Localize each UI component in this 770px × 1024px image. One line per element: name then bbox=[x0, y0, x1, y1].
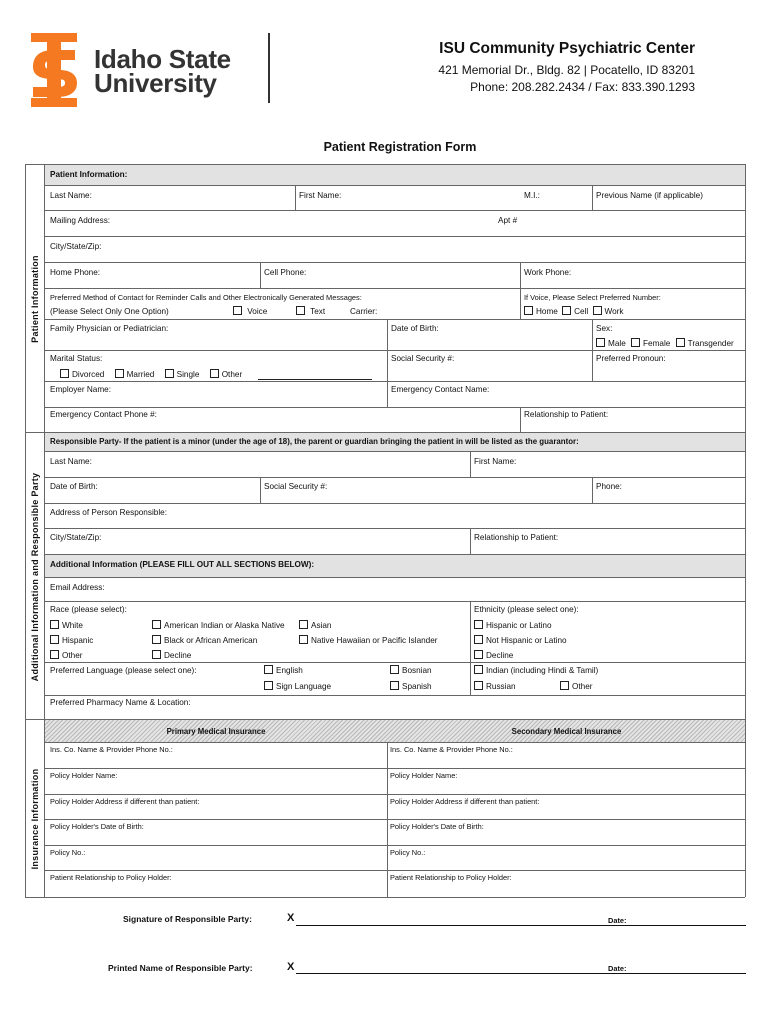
hispanic-label: Hispanic bbox=[62, 636, 94, 645]
hispanic-latino-checkbox[interactable] bbox=[474, 620, 483, 629]
american-indian-checkbox[interactable] bbox=[152, 620, 161, 629]
email-address-field[interactable]: Email Address: bbox=[50, 583, 105, 592]
middle-initial-field[interactable]: M.I.: bbox=[524, 191, 540, 200]
rp-city-state-zip-field[interactable]: City/State/Zip: bbox=[50, 533, 102, 542]
printed-name-label: Printed Name of Responsible Party: bbox=[108, 963, 253, 973]
race-label: Race (please select): bbox=[50, 605, 127, 614]
pharmacy-field[interactable]: Preferred Pharmacy Name & Location: bbox=[50, 698, 191, 707]
printed-name-line[interactable] bbox=[296, 973, 746, 974]
printed-name-x-mark: X bbox=[287, 961, 295, 973]
hispanic-latino-label: Hispanic or Latino bbox=[486, 621, 552, 630]
sign-language-checkbox[interactable] bbox=[264, 681, 273, 690]
secondary-relationship-field[interactable]: Patient Relationship to Policy Holder: bbox=[390, 873, 512, 882]
preferred-method-label: Preferred Method of Contact for Reminder Calls and Other Electronically Generated Messages: bbox=[50, 293, 362, 302]
form-title: Patient Registration Form bbox=[323, 140, 477, 154]
russian-checkbox[interactable] bbox=[474, 681, 483, 690]
work-number-label: Work bbox=[604, 307, 624, 316]
black-label: Black or African American bbox=[164, 636, 258, 645]
transgender-checkbox[interactable] bbox=[676, 338, 685, 347]
white-checkbox[interactable] bbox=[50, 620, 59, 629]
race-native-hawaiian bbox=[299, 635, 438, 646]
lang-russian bbox=[474, 681, 516, 692]
ethnicity-label: Ethnicity (please select one): bbox=[474, 605, 579, 614]
patient-dob-field[interactable]: Date of Birth: bbox=[391, 324, 439, 333]
select-one-note: (Please Select Only One Option) bbox=[50, 307, 169, 316]
other-marital-checkbox[interactable] bbox=[210, 369, 219, 378]
lang-english bbox=[264, 665, 303, 676]
ethnicity-decline-label: Decline bbox=[486, 651, 514, 660]
previous-name-field[interactable]: Previous Name (if applicable) bbox=[596, 191, 703, 200]
apt-field[interactable]: Apt # bbox=[498, 216, 518, 225]
ethnicity-hispanic bbox=[474, 620, 552, 631]
single-checkbox[interactable] bbox=[165, 369, 174, 378]
preferred-number-options bbox=[524, 306, 623, 317]
lang-indian bbox=[474, 665, 598, 676]
text-option[interactable] bbox=[296, 306, 325, 317]
work-number-checkbox[interactable] bbox=[593, 306, 602, 315]
rp-dob-field[interactable]: Date of Birth: bbox=[50, 482, 98, 491]
male-checkbox[interactable] bbox=[596, 338, 605, 347]
primary-relationship-field[interactable]: Patient Relationship to Policy Holder: bbox=[50, 873, 172, 882]
ethnicity-not-hispanic bbox=[474, 635, 567, 646]
race-white bbox=[50, 620, 83, 631]
side-label-insurance: Insurance Information bbox=[30, 768, 40, 870]
additional-section-title: Additional Information (PLEASE FILL OUT ALL SECTIONS BELOW): bbox=[50, 560, 315, 569]
bosnian-checkbox[interactable] bbox=[390, 665, 399, 674]
black-checkbox[interactable] bbox=[152, 635, 161, 644]
home-number-label: Home bbox=[536, 307, 558, 316]
secondary-holder-dob-field[interactable]: Policy Holder's Date of Birth: bbox=[390, 822, 484, 831]
emergency-contact-name-field[interactable]: Emergency Contact Name: bbox=[391, 385, 490, 394]
secondary-holder-address-field[interactable]: Policy Holder Address if different than patient: bbox=[390, 797, 540, 806]
race-decline-checkbox[interactable] bbox=[152, 650, 161, 659]
city-state-zip-field[interactable]: City/State/Zip: bbox=[50, 242, 102, 251]
race-other bbox=[50, 650, 82, 661]
rp-address-field[interactable]: Address of Person Responsible: bbox=[50, 508, 167, 517]
race-decline bbox=[152, 650, 191, 661]
white-label: White bbox=[62, 621, 83, 630]
rp-last-name-field[interactable]: Last Name: bbox=[50, 457, 92, 466]
female-label: Female bbox=[643, 339, 671, 348]
race-hispanic bbox=[50, 635, 93, 646]
language-label: Preferred Language (please select one): bbox=[50, 666, 197, 675]
asian-checkbox[interactable] bbox=[299, 620, 308, 629]
spanish-checkbox[interactable] bbox=[390, 681, 399, 690]
lang-spanish bbox=[390, 681, 432, 692]
center-name: ISU Community Psychiatric Center bbox=[439, 40, 695, 57]
male-label: Male bbox=[608, 339, 626, 348]
female-checkbox[interactable] bbox=[631, 338, 640, 347]
primary-insurance-title: Primary Medical Insurance bbox=[166, 727, 266, 736]
emergency-relationship-field[interactable]: Relationship to Patient: bbox=[524, 410, 609, 419]
signature-x-mark: X bbox=[287, 912, 295, 924]
other-marital-line[interactable] bbox=[258, 379, 372, 380]
rp-ssn-field[interactable]: Social Security #: bbox=[264, 482, 328, 491]
if-voice-label: If Voice, Please Select Preferred Number: bbox=[524, 293, 661, 302]
russian-label: Russian bbox=[486, 682, 516, 691]
university-name-line2: University bbox=[94, 68, 217, 98]
last-name-field[interactable]: Last Name: bbox=[50, 191, 92, 200]
not-hispanic-label: Not Hispanic or Latino bbox=[486, 636, 567, 645]
secondary-holder-name-field[interactable]: Policy Holder Name: bbox=[390, 771, 458, 780]
home-phone-field[interactable]: Home Phone: bbox=[50, 268, 101, 277]
divorced-checkbox[interactable] bbox=[60, 369, 69, 378]
race-black bbox=[152, 635, 257, 646]
sex-label: Sex: bbox=[596, 324, 613, 333]
divorced-label: Divorced bbox=[72, 370, 105, 379]
form-left-border bbox=[25, 164, 26, 897]
ethnicity-decline bbox=[474, 650, 513, 661]
header-divider bbox=[268, 33, 270, 103]
asian-label: Asian bbox=[311, 621, 332, 630]
lang-other bbox=[560, 681, 592, 692]
primary-holder-dob-field[interactable]: Policy Holder's Date of Birth: bbox=[50, 822, 144, 831]
race-american-indian bbox=[152, 620, 285, 631]
voice-option-label: Voice bbox=[247, 307, 268, 316]
form-right-border bbox=[745, 164, 746, 897]
other-marital-label: Other bbox=[221, 370, 243, 379]
side-column-border bbox=[44, 164, 45, 897]
preferred-pronoun-field[interactable]: Preferred Pronoun: bbox=[596, 354, 666, 363]
home-number-checkbox[interactable] bbox=[524, 306, 533, 315]
center-phone-fax: Phone: 208.282.2434 / Fax: 833.390.1293 bbox=[470, 80, 695, 94]
rp-relationship-field[interactable]: Relationship to Patient: bbox=[474, 533, 559, 542]
form-bottom-border bbox=[25, 897, 745, 898]
cell-number-label: Cell bbox=[574, 307, 589, 316]
signature-date-label: Date: bbox=[608, 916, 627, 925]
patient-section-title: Patient Information: bbox=[50, 170, 128, 179]
secondary-insurance-title: Secondary Medical Insurance bbox=[511, 727, 622, 736]
primary-holder-name-field[interactable]: Policy Holder Name: bbox=[50, 771, 118, 780]
english-label: English bbox=[276, 666, 303, 675]
native-hawaiian-label: Native Hawaiian or Pacific Islander bbox=[311, 636, 438, 645]
rp-first-name-field[interactable]: First Name: bbox=[474, 457, 517, 466]
american-indian-label: American Indian or Alaska Native bbox=[164, 621, 285, 630]
native-hawaiian-checkbox[interactable] bbox=[299, 635, 308, 644]
lang-sign bbox=[264, 681, 331, 692]
center-address: 421 Memorial Dr., Bldg. 82 | Pocatello, ID 83201 bbox=[438, 63, 695, 77]
secondary-policy-no-field[interactable]: Policy No.: bbox=[390, 848, 426, 857]
language-other-label: Other bbox=[572, 682, 593, 691]
isu-monogram-icon bbox=[29, 33, 79, 107]
university-name-line1: Idaho State bbox=[94, 44, 231, 74]
text-checkbox[interactable] bbox=[296, 306, 305, 315]
single-label: Single bbox=[176, 370, 200, 379]
family-physician-field[interactable]: Family Physician or Pediatrician: bbox=[50, 324, 169, 333]
employer-name-field[interactable]: Employer Name: bbox=[50, 385, 111, 394]
cell-phone-field[interactable]: Cell Phone: bbox=[264, 268, 307, 277]
race-other-checkbox[interactable] bbox=[50, 650, 59, 659]
rp-phone-field[interactable]: Phone: bbox=[596, 482, 622, 491]
primary-co-name-field[interactable]: Ins. Co. Name & Provider Phone No.: bbox=[50, 745, 173, 754]
patient-section-header bbox=[45, 165, 745, 185]
first-name-field[interactable]: First Name: bbox=[299, 191, 342, 200]
voice-checkbox[interactable] bbox=[233, 306, 242, 315]
side-label-patient: Patient Information bbox=[30, 255, 40, 343]
marital-status-label: Marital Status: bbox=[50, 354, 103, 363]
primary-policy-no-field[interactable]: Policy No.: bbox=[50, 848, 86, 857]
signature-label: Signature of Responsible Party: bbox=[123, 914, 252, 924]
not-hispanic-checkbox[interactable] bbox=[474, 635, 483, 644]
primary-holder-address-field[interactable]: Policy Holder Address if different than patient: bbox=[50, 797, 200, 806]
side-label-responsible: Additional Information and Responsible Party bbox=[30, 472, 40, 682]
sign-language-label: Sign Language bbox=[276, 682, 332, 691]
emergency-contact-phone-field[interactable]: Emergency Contact Phone #: bbox=[50, 410, 157, 419]
race-decline-label: Decline bbox=[164, 651, 192, 660]
hispanic-checkbox[interactable] bbox=[50, 635, 59, 644]
cell-number-checkbox[interactable] bbox=[562, 306, 571, 315]
responsible-section-title: Responsible Party- If the patient is a minor (under the age of 18), the parent or guardian bringing the patient in will be listed as the guarantor: bbox=[50, 437, 579, 446]
mailing-address-field[interactable]: Mailing Address: bbox=[50, 216, 111, 225]
spanish-label: Spanish bbox=[402, 682, 432, 691]
voice-option[interactable] bbox=[233, 306, 267, 317]
english-checkbox[interactable] bbox=[264, 665, 273, 674]
text-option-label: Text bbox=[310, 307, 326, 316]
lang-bosnian bbox=[390, 665, 432, 676]
carrier-field[interactable]: Carrier: bbox=[350, 307, 378, 316]
secondary-co-name-field[interactable]: Ins. Co. Name & Provider Phone No.: bbox=[390, 745, 513, 754]
race-asian bbox=[299, 620, 331, 631]
sex-options bbox=[596, 338, 734, 349]
ethnicity-decline-checkbox[interactable] bbox=[474, 650, 483, 659]
race-other-label: Other bbox=[62, 651, 83, 660]
language-other-checkbox[interactable] bbox=[560, 681, 569, 690]
indian-label: Indian (including Hindi & Tamil) bbox=[486, 666, 599, 675]
patient-ssn-field[interactable]: Social Security #: bbox=[391, 354, 455, 363]
signature-line[interactable] bbox=[296, 925, 746, 926]
married-checkbox[interactable] bbox=[115, 369, 124, 378]
bosnian-label: Bosnian bbox=[402, 666, 432, 675]
transgender-label: Transgender bbox=[687, 339, 734, 348]
work-phone-field[interactable]: Work Phone: bbox=[524, 268, 572, 277]
printed-date-label: Date: bbox=[608, 964, 627, 973]
marital-options bbox=[60, 369, 242, 380]
indian-checkbox[interactable] bbox=[474, 665, 483, 674]
married-label: Married bbox=[126, 370, 155, 379]
